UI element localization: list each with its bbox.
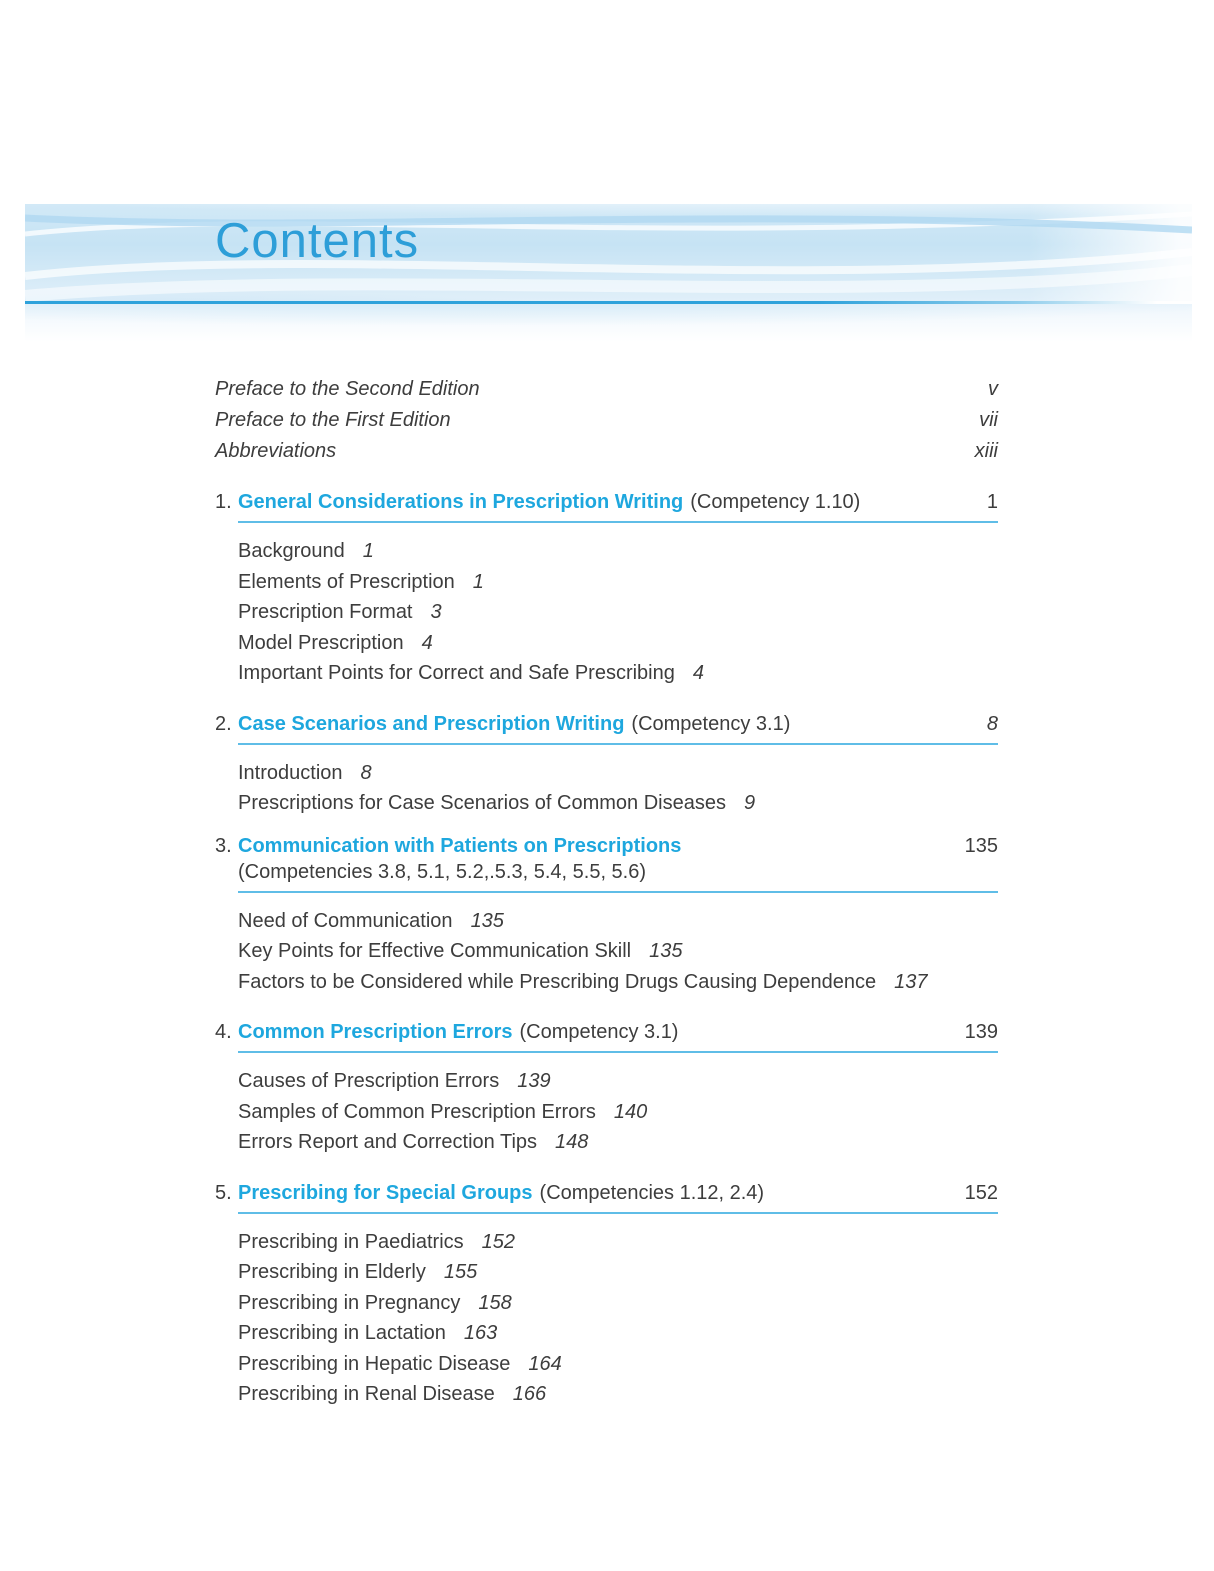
section-page: 137 xyxy=(894,970,928,993)
section-page: 155 xyxy=(443,1261,478,1283)
front-matter-page: v xyxy=(988,378,998,400)
chapter-sections xyxy=(238,758,998,819)
header-band xyxy=(25,204,1192,301)
chapter-heading xyxy=(215,713,998,745)
chapter-heading xyxy=(215,1021,998,1053)
chapter-sections xyxy=(238,1227,998,1410)
section-label: Prescribing in Elderly xyxy=(238,1261,426,1283)
chapter-entry xyxy=(215,713,998,819)
chapter-heading xyxy=(215,1182,998,1214)
section-row xyxy=(238,658,998,689)
section-page: 4 xyxy=(421,631,433,654)
front-matter-label: Abbreviations xyxy=(215,440,337,462)
front-matter-label: Preface to the First Edition xyxy=(215,409,451,431)
section-label: Prescribing in Renal Disease xyxy=(238,1383,495,1405)
section-label: Prescribing in Lactation xyxy=(238,1322,446,1344)
section-label: Causes of Prescription Errors xyxy=(238,1070,500,1092)
chapter-number: 1. xyxy=(215,491,232,513)
section-label: Model Prescription xyxy=(238,631,404,654)
chapter-heading-line xyxy=(238,1021,998,1044)
section-label: Important Points for Correct and Safe Prescribing xyxy=(238,662,675,684)
chapter-number: 2. xyxy=(215,712,232,735)
chapter-competency: (Competency 3.1) xyxy=(519,1021,679,1043)
chapter-heading-line xyxy=(238,1182,998,1205)
header-fade xyxy=(25,304,1192,346)
section-label: Need of Communication xyxy=(238,909,453,932)
chapter-entry xyxy=(215,1021,998,1158)
chapter-page: 8 xyxy=(986,712,998,735)
front-matter-row xyxy=(215,374,998,405)
section-page: 164 xyxy=(528,1352,562,1375)
section-row xyxy=(238,1349,998,1380)
chapter-heading-body xyxy=(238,491,998,523)
chapter-competency: (Competencies 3.8, 5.1, 5.2,.5.3, 5.4, 5.5, 5.6) xyxy=(238,860,647,883)
chapter-title: General Considerations in Prescription Writing xyxy=(238,491,684,513)
chapter-page: 1 xyxy=(986,491,998,513)
chapter-number: 4. xyxy=(215,1021,232,1043)
section-label: Prescribing in Paediatrics xyxy=(238,1230,464,1253)
section-page: 9 xyxy=(743,792,756,814)
section-row xyxy=(238,1379,998,1410)
chapter-sections xyxy=(238,1066,998,1158)
section-label: Introduction xyxy=(238,761,343,784)
chapter-title: Case Scenarios and Prescription Writing xyxy=(238,712,625,735)
chapter-heading-line xyxy=(238,491,998,514)
section-page: 3 xyxy=(430,601,442,623)
section-row xyxy=(238,1257,998,1288)
section-label: Prescription Format xyxy=(238,601,413,623)
section-page: 158 xyxy=(478,1291,512,1314)
chapter-heading-line xyxy=(238,713,998,736)
chapter-entry xyxy=(215,1182,998,1410)
section-row xyxy=(238,758,998,789)
chapter-heading-body xyxy=(238,713,998,745)
section-label: Background xyxy=(238,540,345,562)
section-page: 8 xyxy=(360,761,372,784)
front-matter-row xyxy=(215,405,998,436)
chapter-entry xyxy=(215,835,998,998)
section-row xyxy=(238,536,998,567)
section-page: 1 xyxy=(472,570,484,593)
section-row xyxy=(238,906,998,937)
section-page: 4 xyxy=(692,662,704,684)
chapter-page: 152 xyxy=(964,1181,998,1204)
section-label: Prescribing in Pregnancy xyxy=(238,1291,461,1314)
table-of-contents xyxy=(215,374,998,1410)
chapter-entry xyxy=(215,491,998,689)
chapter-number: 5. xyxy=(215,1181,232,1204)
swoosh-decoration xyxy=(25,204,1192,301)
page-title: Contents xyxy=(215,214,420,268)
section-page: 148 xyxy=(555,1131,589,1153)
section-label: Elements of Prescription xyxy=(238,570,455,593)
section-row xyxy=(238,1318,998,1349)
front-matter-label: Preface to the Second Edition xyxy=(215,378,480,400)
chapter-heading xyxy=(215,835,998,893)
section-page: 135 xyxy=(470,909,504,932)
chapter-competency: (Competency 3.1) xyxy=(631,712,791,735)
chapter-sections xyxy=(238,536,998,689)
chapter-page: 135 xyxy=(964,834,998,857)
front-matter-page: xiii xyxy=(974,440,998,462)
section-row xyxy=(238,597,998,628)
chapter-number: 3. xyxy=(215,834,232,857)
section-label: Factors to be Considered while Prescribing Drugs Causing Dependence xyxy=(238,970,877,993)
section-label: Key Points for Effective Communication Skill xyxy=(238,940,632,962)
chapter-heading xyxy=(215,491,998,523)
chapter-sections xyxy=(238,906,998,998)
section-row xyxy=(238,1288,998,1319)
front-matter-row xyxy=(215,436,998,467)
section-page: 152 xyxy=(481,1230,516,1253)
section-label: Prescribing in Hepatic Disease xyxy=(238,1352,511,1375)
section-page: 1 xyxy=(362,540,374,562)
chapter-competency: (Competencies 1.12, 2.4) xyxy=(539,1181,765,1204)
section-row xyxy=(238,1066,998,1097)
section-row xyxy=(238,1097,998,1128)
section-row xyxy=(238,936,998,967)
chapter-title: Prescribing for Special Groups xyxy=(238,1181,533,1204)
chapter-title: Common Prescription Errors xyxy=(238,1021,513,1043)
section-row xyxy=(238,967,998,998)
chapter-heading-line xyxy=(238,835,998,858)
section-page: 163 xyxy=(463,1322,498,1344)
section-label: Samples of Common Prescription Errors xyxy=(238,1100,596,1123)
chapter-page: 139 xyxy=(964,1021,998,1043)
section-page: 135 xyxy=(649,940,683,962)
section-page: 139 xyxy=(517,1070,551,1092)
front-matter-page: vii xyxy=(979,409,998,431)
section-page: 140 xyxy=(613,1100,648,1123)
section-row xyxy=(238,788,998,819)
section-label: Errors Report and Correction Tips xyxy=(238,1131,538,1153)
chapter-competency: (Competency 1.10) xyxy=(690,491,861,513)
chapter-heading-body xyxy=(238,835,998,893)
chapter-heading-body xyxy=(238,1182,998,1214)
chapter-title: Communication with Patients on Prescriptions xyxy=(238,834,682,857)
section-row xyxy=(238,628,998,659)
page-header xyxy=(25,204,1192,346)
section-label: Prescriptions for Case Scenarios of Common Diseases xyxy=(238,792,726,814)
section-page: 166 xyxy=(512,1383,547,1405)
section-row xyxy=(238,1227,998,1258)
section-row xyxy=(238,567,998,598)
chapter-heading-body xyxy=(238,1021,998,1053)
section-row xyxy=(238,1127,998,1158)
